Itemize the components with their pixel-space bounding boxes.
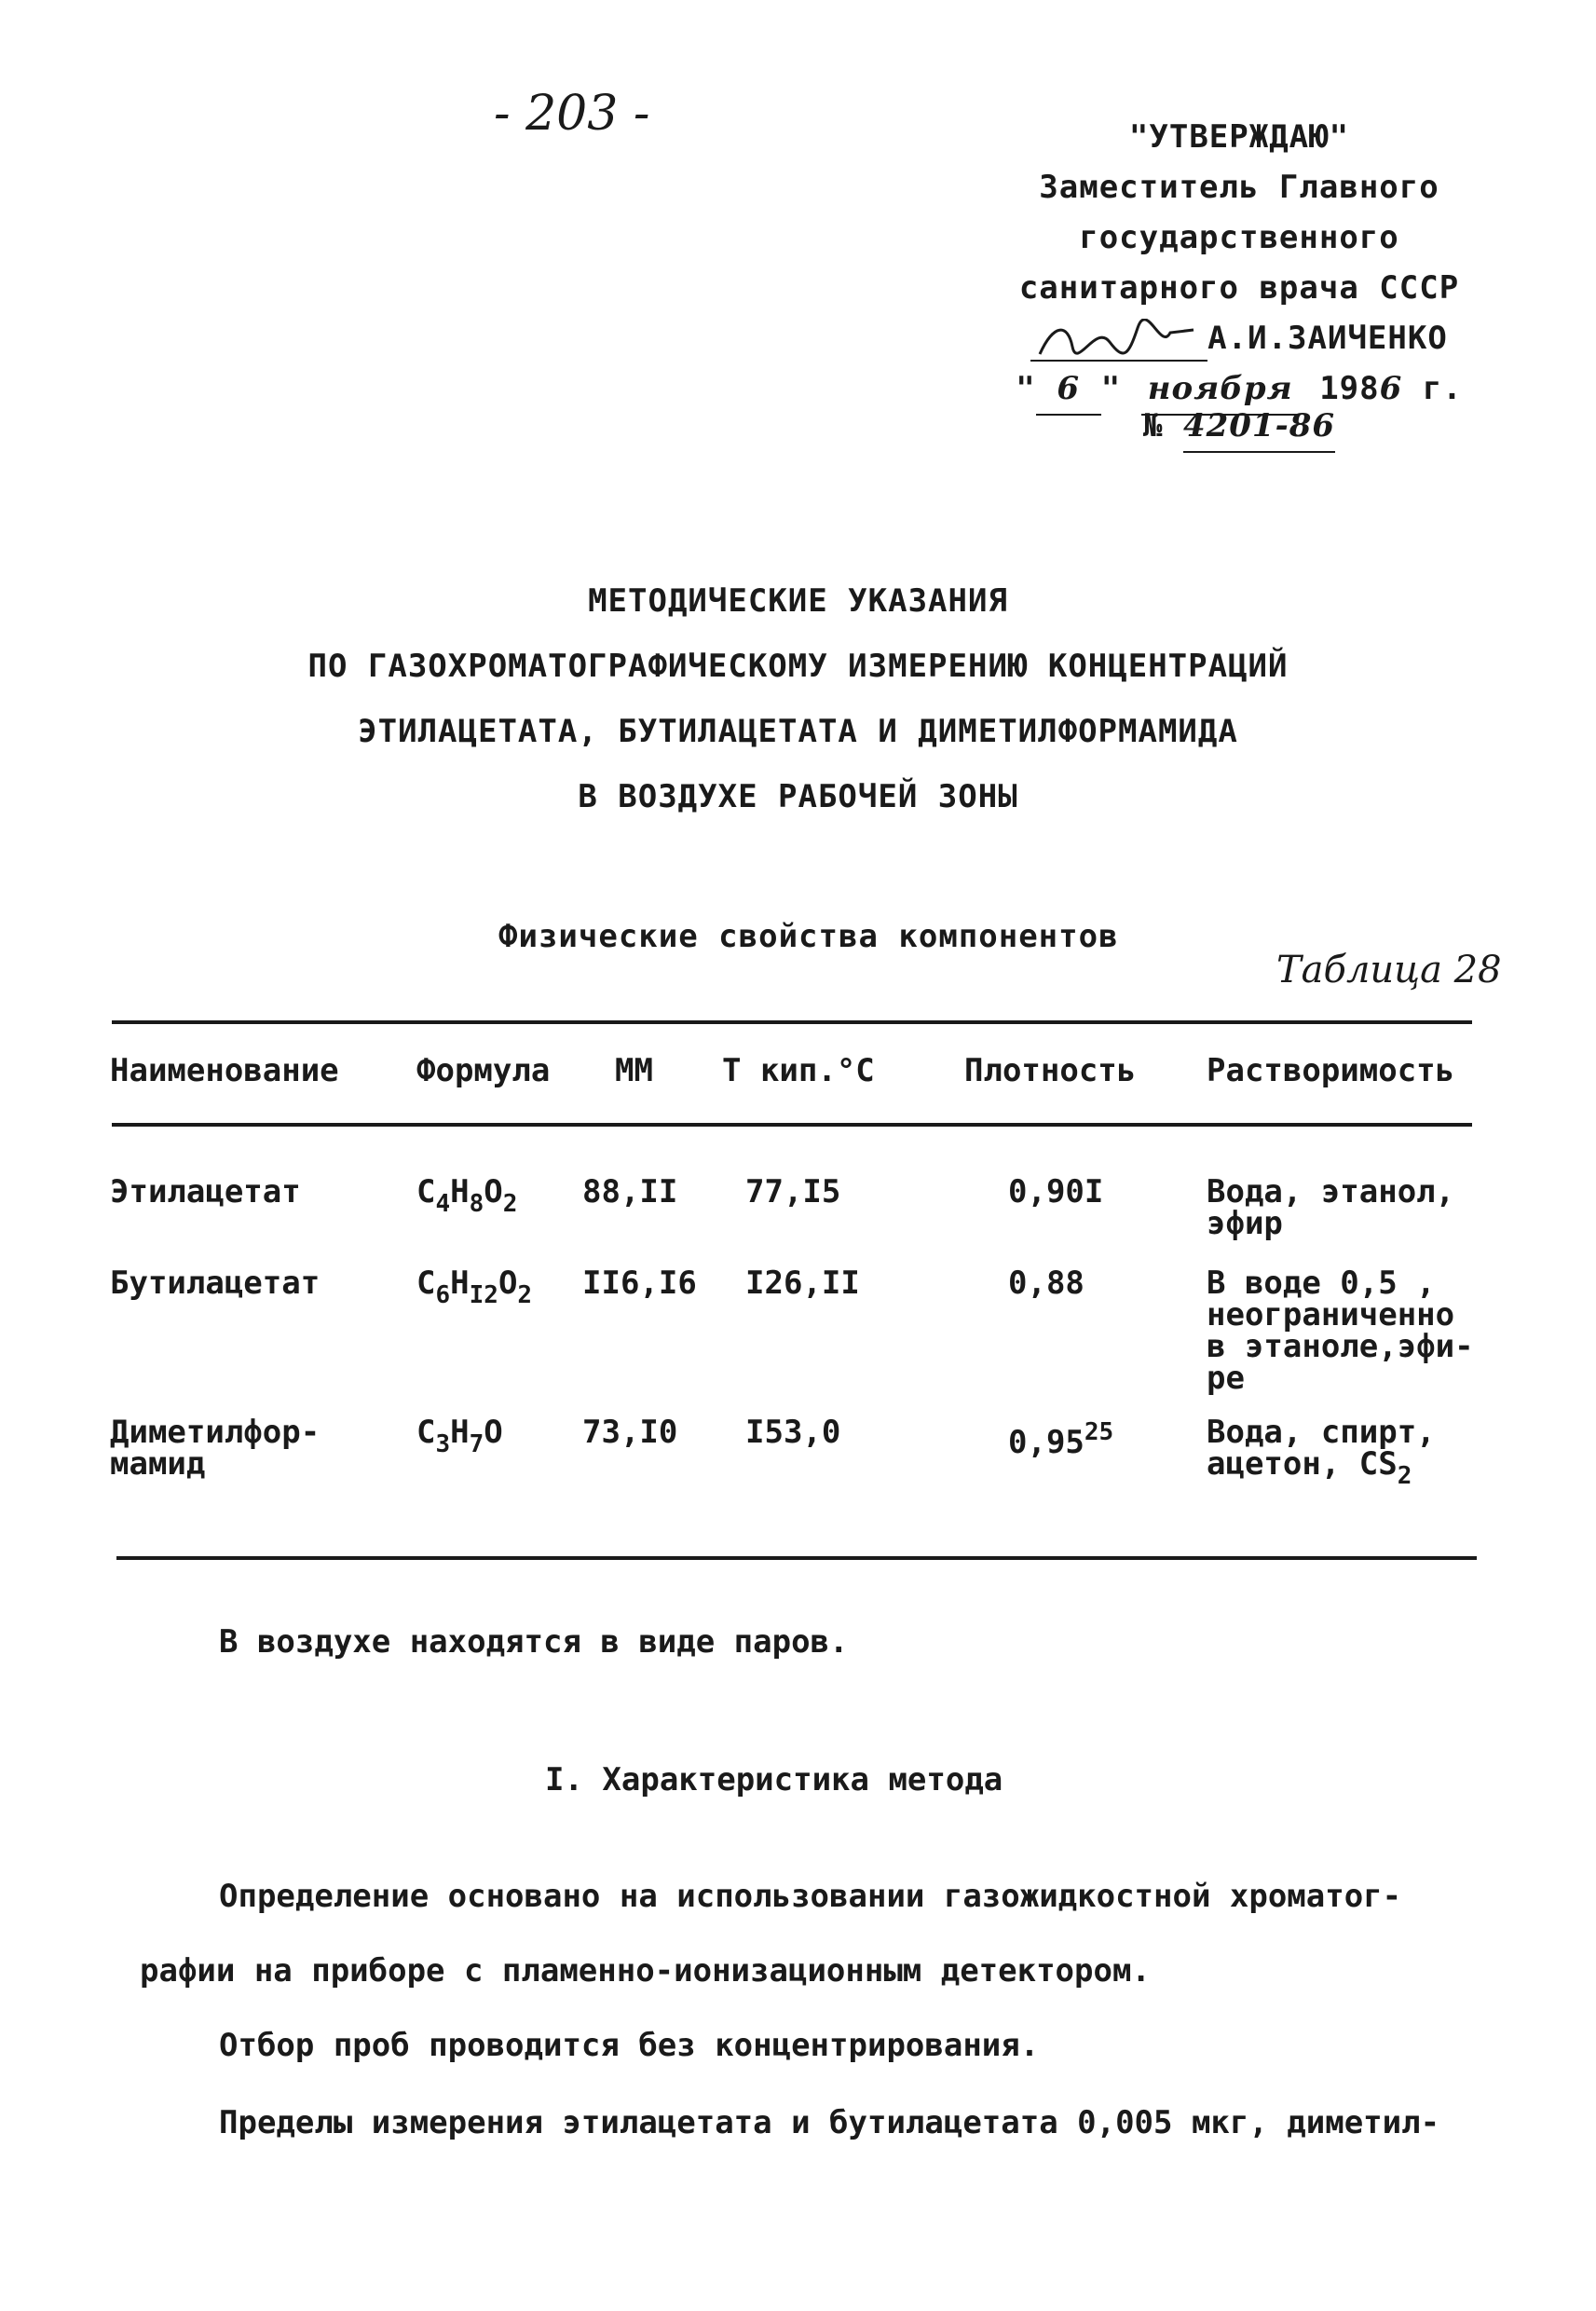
formula-part: H bbox=[450, 1414, 470, 1451]
date-suffix: г. bbox=[1422, 370, 1463, 407]
table-cell-formula bbox=[416, 1267, 532, 1311]
name-line: Этилацетат bbox=[110, 1173, 301, 1210]
formula-part: I2 bbox=[469, 1281, 498, 1309]
table-cell-solubility bbox=[1207, 1173, 1455, 1242]
table-bottom-rule bbox=[116, 1556, 1477, 1560]
table-label: Таблица 28 bbox=[1276, 949, 1502, 991]
table-cell-name bbox=[110, 1414, 321, 1483]
paragraph-1-line-1: Определение основано на использовании газожидкостной хроматог- bbox=[219, 1878, 1402, 1915]
signature-line bbox=[969, 313, 1509, 363]
formula-part: C bbox=[416, 1414, 436, 1451]
table-caption: Физические свойства компонентов bbox=[498, 918, 1119, 955]
formula-part: H bbox=[450, 1173, 470, 1210]
formula-part: 8 bbox=[469, 1190, 484, 1218]
name-line: мамид bbox=[110, 1445, 206, 1483]
section-heading: I. Характеристика метода bbox=[545, 1761, 1003, 1798]
formula-part: 6 bbox=[435, 1281, 451, 1309]
formula-part: C bbox=[416, 1265, 436, 1302]
header-solubility: Растворимость bbox=[1207, 1052, 1455, 1089]
table-cell-name bbox=[110, 1265, 321, 1302]
table-cell-tboil: 77,I5 bbox=[745, 1173, 841, 1210]
number-value: 4201-86 bbox=[1183, 401, 1335, 453]
table-header-rule bbox=[112, 1123, 1472, 1127]
table-cell-mm: 88,II bbox=[582, 1173, 678, 1210]
solubility-line: Вода, этанол, bbox=[1207, 1173, 1455, 1210]
formula-part: 7 bbox=[469, 1430, 484, 1458]
table-cell-tboil: I26,II bbox=[745, 1265, 860, 1302]
header-name: Наименование bbox=[110, 1052, 339, 1089]
table-cell-mm: 73,I0 bbox=[582, 1414, 678, 1451]
document-title-line2: ПО ГАЗОХРОМАТОГРАФИЧЕСКОМУ ИЗМЕРЕНИЮ КОНЦЕНТРАЦИЙ bbox=[307, 648, 1289, 685]
table-cell-name bbox=[110, 1173, 301, 1210]
formula-part: 3 bbox=[435, 1430, 451, 1458]
solubility-line: В воде 0,5 , bbox=[1207, 1265, 1436, 1302]
approval-position-line2: государственного bbox=[1079, 219, 1399, 256]
header-mm: ММ bbox=[615, 1052, 653, 1089]
paragraph-1-line-2: рафии на приборе с пламенно-ионизационным детектором. bbox=[140, 1952, 1151, 1990]
solubility-line: Вода, спирт, bbox=[1207, 1414, 1436, 1451]
table-cell-formula bbox=[416, 1416, 503, 1460]
formula-part: 2 bbox=[502, 1190, 518, 1218]
name-line: Диметилфор- bbox=[110, 1414, 321, 1451]
header-formula: Формула bbox=[416, 1052, 551, 1089]
header-tboil: Т кип.°С bbox=[722, 1052, 875, 1089]
formula-part: H bbox=[450, 1265, 470, 1302]
date-year-prefix: 198 bbox=[1319, 370, 1380, 407]
table-cell-density: 0,88 bbox=[1008, 1265, 1084, 1302]
approval-date: " 6 " ноября 1986 г. bbox=[969, 363, 1509, 414]
solubility-line: ре bbox=[1207, 1360, 1245, 1397]
table-top-rule bbox=[112, 1020, 1472, 1024]
number-prefix: № bbox=[1142, 407, 1164, 444]
solubility-line: эфир bbox=[1207, 1205, 1283, 1242]
table-cell-solubility bbox=[1207, 1265, 1474, 1397]
density-superscript: 25 bbox=[1084, 1418, 1114, 1446]
solubility-line: неограниченно bbox=[1207, 1296, 1455, 1333]
table-cell-density: 0,95$^{25}$ bbox=[1008, 1418, 1114, 1461]
document-title-line1: МЕТОДИЧЕСКИЕ УКАЗАНИЯ bbox=[588, 582, 1008, 620]
table-cell-tboil: I53,0 bbox=[745, 1414, 841, 1451]
date-month: ноября bbox=[1141, 363, 1300, 416]
table-cell-formula bbox=[416, 1173, 518, 1220]
formula-part: O bbox=[498, 1265, 518, 1302]
formula-part: O bbox=[484, 1173, 503, 1210]
signature-mark bbox=[1030, 319, 1207, 362]
solubility-line: в этаноле,эфи- bbox=[1207, 1328, 1474, 1365]
formula-part: C bbox=[416, 1173, 436, 1210]
document-title-line3: ЭТИЛАЦЕТАТА, БУТИЛАЦЕТАТА И ДИМЕТИЛФОРМАМИДА bbox=[358, 713, 1238, 750]
table-cell-mm: II6,I6 bbox=[582, 1265, 697, 1302]
header-density: Плотность bbox=[964, 1052, 1137, 1089]
approval-heading: "УТВЕРЖДАЮ" bbox=[1128, 118, 1350, 156]
formula-part: 4 bbox=[435, 1190, 451, 1218]
formula-part: 2 bbox=[517, 1281, 533, 1309]
solubility-line: ацетон, $CS_2$ bbox=[1207, 1445, 1412, 1490]
paragraph-2: Отбор проб проводится без концентрирования. bbox=[219, 2027, 1040, 2064]
paragraph-3: Пределы измерения этилацетата и бутилацетата 0,005 мкг, диметил- bbox=[219, 2104, 1440, 2141]
approval-block bbox=[969, 112, 1509, 451]
formula-part: O bbox=[484, 1414, 503, 1451]
note-text: В воздухе находятся в виде паров. bbox=[219, 1623, 849, 1661]
table-cell-density: 0,90I bbox=[1008, 1173, 1104, 1210]
table-cell-solubility bbox=[1207, 1416, 1436, 1492]
page-number: - 203 - bbox=[494, 86, 650, 142]
approval-position-line3: санитарного врача СССР bbox=[1018, 269, 1460, 307]
date-day: 6 bbox=[1036, 363, 1101, 416]
name-line: Бутилацетат bbox=[110, 1265, 321, 1302]
approval-position-line1: Заместитель Главного bbox=[1039, 169, 1439, 206]
signer-name: А.И.ЗАИЧЕНКО bbox=[1207, 320, 1448, 357]
document-title-line4: В ВОЗДУХЕ РАБОЧЕЙ ЗОНЫ bbox=[578, 778, 1018, 815]
date-year-suffix: 6 bbox=[1379, 370, 1403, 407]
